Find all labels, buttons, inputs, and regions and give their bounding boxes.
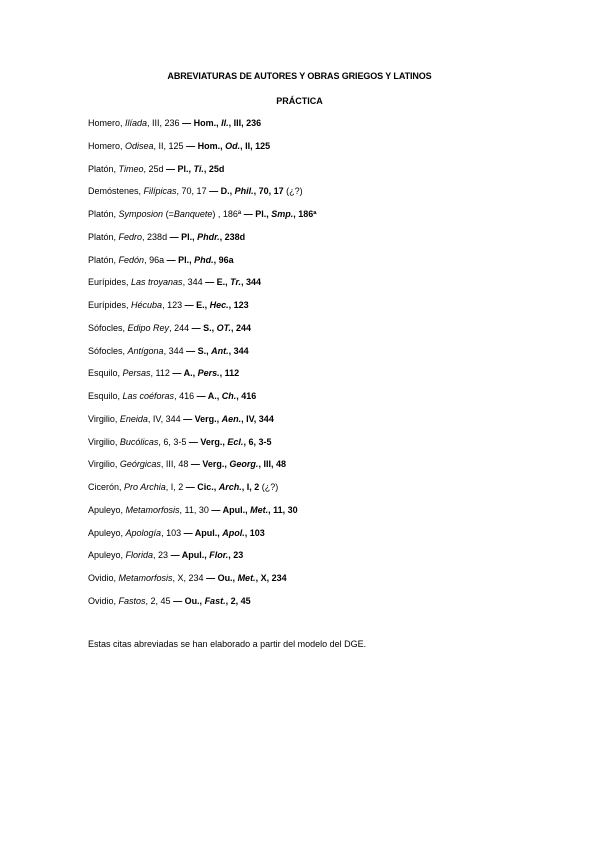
entry-abbr-author: E., [193, 300, 210, 310]
entry-abbr-author: Pl., [252, 209, 272, 219]
entry-abbr-work: Ch. [221, 391, 237, 401]
entry-work-title: Hécuba [131, 300, 163, 310]
entry-author: Platón, [88, 209, 119, 219]
entry-reference: , 25d [143, 163, 166, 174]
entry-work-title: Apología [125, 527, 162, 538]
entry-abbr-work: Met. [237, 573, 256, 583]
entry-reference: , II, 125 [153, 140, 187, 151]
document-subtitle: PRÁCTICA [276, 96, 323, 106]
abbreviation-entry [88, 184, 568, 207]
entry-abbr-author: Hom., [191, 118, 222, 128]
entry-abbr-reference: , 11, 30 [268, 504, 298, 515]
entry-abbr-work: Flor. [209, 550, 229, 561]
entry-abbr-reference: , 112 [219, 368, 240, 379]
entry-abbr-reference: , III, 48 [258, 459, 286, 470]
entry-abbr-work: Smp. [271, 209, 294, 219]
entry-abbr-work: Met. [250, 504, 269, 515]
abbreviation-entry [88, 366, 568, 389]
entry-abbr-work: Ant. [211, 345, 229, 356]
entry-work-title: Persas [122, 368, 151, 379]
entry-dash: — [205, 277, 215, 288]
entry-work-title: Timeo [118, 163, 144, 174]
abbreviation-entry [88, 389, 568, 412]
entry-abbr-reference: , 244 [230, 322, 251, 333]
entry-abbr-author: E., [214, 277, 231, 288]
entry-abbr-author: Apul., [220, 504, 251, 515]
entry-abbr-work: Arch. [218, 482, 242, 492]
entry-abbr-work: Phil. [234, 186, 254, 197]
entry-dash: — [184, 300, 194, 310]
entry-abbr-work: Aen. [221, 413, 242, 424]
entry-author: Sófocles, [88, 322, 128, 333]
entry-abbr-work: Ti. [193, 163, 204, 174]
abbreviation-entry [88, 548, 568, 571]
entry-reference: , 2, 45 [145, 595, 174, 606]
entry-work-title: Pro Archia [124, 482, 166, 492]
entry-dash: — [191, 322, 201, 333]
entry-author: Apuleyo, [88, 550, 126, 561]
entry-author: Homero, [88, 140, 126, 151]
entry-author: Sófocles, [88, 345, 128, 356]
entry-reference: , III, 48 [160, 459, 191, 470]
entry-work-title: Ilíada [125, 118, 148, 128]
entry-abbr-reference: , 25d [203, 163, 225, 174]
entry-work-alt-title: Banquete [173, 209, 213, 219]
entry-dash: — [183, 527, 193, 538]
entry-abbr-reference: , 6, 3-5 [243, 436, 272, 447]
entry-abbr-reference: , 103 [244, 527, 265, 538]
entry-abbr-author: S., [200, 322, 217, 333]
entry-reference: , 11, 30 [179, 504, 212, 515]
entry-abbr-reference: , III, 236 [228, 118, 262, 128]
entry-abbr-reference: , 96a [213, 254, 234, 265]
entry-work-title: Symposion [118, 209, 164, 219]
abbreviation-entry [88, 207, 568, 230]
abbreviation-entry [88, 139, 568, 162]
entry-reference: , 112 [150, 368, 173, 379]
entry-abbr-author: Cic., [194, 482, 219, 492]
entry-work-title: Odisea [125, 140, 154, 151]
entry-dash: — [190, 459, 200, 470]
abbreviation-entry [88, 503, 568, 526]
entry-dash: — [170, 550, 180, 561]
entry-author: Platón, [88, 231, 119, 242]
entry-work-title: Las troyanas [131, 277, 183, 288]
entry-work-title: Metamorfosis [125, 504, 180, 515]
entry-author: Ovidio, [88, 595, 119, 606]
abbreviation-entry [88, 571, 568, 594]
entry-author: Platón, [88, 163, 119, 174]
entry-abbr-work: Apol. [222, 527, 245, 538]
footnote: Estas citas abreviadas se han elaborado a partir del modelo del DGE. [88, 639, 367, 649]
entry-author: Eurípides, [88, 277, 132, 288]
entry-author: Apuleyo, [88, 504, 126, 515]
entry-abbr-reference: , 344 [228, 345, 249, 356]
entry-reference: , X, 234 [172, 573, 207, 583]
entry-reference: (= [163, 209, 174, 219]
entry-abbr-reference: , X, 234 [255, 573, 287, 583]
entry-abbr-reference: , 123 [228, 300, 249, 310]
entry-author: Esquilo, [88, 391, 123, 401]
abbreviation-entry [88, 116, 568, 139]
entry-abbr-reference: , 2, 45 [225, 595, 251, 606]
entry-dash: — [185, 482, 195, 492]
entry-note: (¿?) [283, 186, 303, 197]
entry-dash: — [183, 413, 193, 424]
entry-abbr-work: Il. [221, 118, 229, 128]
entry-abbr-author: Verg., [197, 436, 228, 447]
abbreviation-entry [88, 230, 568, 253]
entry-abbr-author: S., [195, 345, 212, 356]
entry-work-title: Eneida [119, 413, 148, 424]
entry-dash: — [186, 345, 196, 356]
entry-work-title: Fedón [118, 254, 145, 265]
entry-abbr-reference: , 238d [219, 231, 246, 242]
entry-work-title: Filípicas [143, 186, 177, 197]
abbreviation-entry [88, 480, 568, 503]
entry-dash: — [169, 231, 179, 242]
entry-abbr-author: Hom., [195, 140, 226, 151]
entry-work-title: Las coéforas [122, 391, 175, 401]
entry-dash: — [188, 436, 198, 447]
entry-reference: , 103 [161, 527, 184, 538]
entry-abbr-work: Fast. [204, 595, 226, 606]
entry-abbr-reference: , 344 [240, 277, 261, 288]
entry-reference: , 6, 3-5 [158, 436, 189, 447]
entry-reference: , 416 [174, 391, 197, 401]
entry-reference: , 344 [182, 277, 206, 288]
abbreviation-entry [88, 457, 568, 480]
entry-reference: , 96a [144, 254, 167, 265]
entry-reference: , 244 [169, 322, 192, 333]
entry-reference: , I, 2 [165, 482, 186, 492]
entry-abbr-work: OT. [216, 322, 231, 333]
entry-author: Ovidio, [88, 573, 119, 583]
entry-abbr-author: A., [205, 391, 222, 401]
abbreviation-list [88, 116, 568, 617]
entry-abbr-reference: , 416 [236, 391, 257, 401]
entry-abbr-author: Verg., [199, 459, 230, 470]
entry-work-title: Antígona [127, 345, 164, 356]
entry-abbr-author: D., [218, 186, 235, 197]
entry-work-title: Fastos [118, 595, 146, 606]
abbreviation-entry [88, 594, 568, 617]
entry-reference: , 70, 17 [176, 186, 210, 197]
entry-author: Esquilo, [88, 368, 123, 379]
entry-abbr-reference: , 23 [228, 550, 244, 561]
entry-abbr-work: Od. [225, 140, 241, 151]
entry-reference: , 344 [163, 345, 187, 356]
entry-abbr-work: Tr. [230, 277, 241, 288]
entry-dash: — [166, 163, 175, 174]
entry-abbr-author: Pl., [175, 254, 195, 265]
entry-abbr-author: Pl., [178, 231, 198, 242]
entry-work-title: Florida [125, 550, 154, 561]
entry-dash: — [209, 186, 219, 197]
abbreviation-entry [88, 275, 568, 298]
abbreviation-entry [88, 253, 568, 276]
entry-abbr-work: Ecl. [227, 436, 244, 447]
entry-abbr-work: Phdr. [197, 231, 220, 242]
entry-author: Apuleyo, [88, 527, 126, 538]
entry-author: Eurípides, [88, 300, 132, 310]
entry-author: Cicerón, [88, 482, 125, 492]
document-title: ABREVIATURAS DE AUTORES Y OBRAS GRIEGOS Y LATINOS [167, 71, 432, 81]
entry-reference: , 23 [153, 550, 171, 561]
entry-author: Platón, [88, 254, 119, 265]
entry-abbr-work: Phd. [194, 254, 214, 265]
entry-reference-cont: ) , 186ª [212, 209, 244, 219]
entry-work-title: Fedro [118, 231, 143, 242]
entry-abbr-reference: , I, 2 [241, 482, 260, 492]
entry-note: (¿?) [259, 482, 279, 492]
entry-abbr-author: Apul., [179, 550, 210, 561]
entry-dash: — [196, 391, 206, 401]
entry-dash: — [186, 140, 196, 151]
entry-author: Homero, [88, 118, 126, 128]
entry-abbr-reference: , 70, 17 [253, 186, 284, 197]
entry-reference: , 238d [142, 231, 170, 242]
entry-author: Virgilio, [88, 459, 120, 470]
entry-work-title: Bucólicas [119, 436, 159, 447]
abbreviation-entry [88, 435, 568, 458]
entry-abbr-reference: , 186ª [293, 209, 317, 219]
entry-abbr-author: Pl., [175, 163, 194, 174]
abbreviation-entry [88, 344, 568, 367]
abbreviation-entry [88, 162, 568, 185]
entry-abbr-author: Apul., [192, 527, 223, 538]
entry-abbr-work: Pers. [197, 368, 220, 379]
entry-dash: — [182, 118, 192, 128]
abbreviation-entry [88, 321, 568, 344]
abbreviation-entry [88, 526, 568, 549]
entry-dash: — [243, 209, 253, 219]
entry-author: Virgilio, [88, 436, 120, 447]
entry-dash: — [206, 573, 216, 583]
entry-abbr-author: Ou., [182, 595, 205, 606]
entry-dash: — [172, 368, 182, 379]
entry-abbr-author: A., [181, 368, 198, 379]
entry-dash: — [173, 595, 183, 606]
entry-abbr-author: Verg., [192, 413, 222, 424]
entry-reference: , 123 [162, 300, 185, 310]
entry-author: Virgilio, [88, 413, 120, 424]
entry-abbr-reference: , IV, 344 [241, 413, 274, 424]
entry-abbr-work: Georg. [229, 459, 259, 470]
entry-reference: , III, 236 [147, 118, 183, 128]
entry-work-title: Metamorfosis [118, 573, 173, 583]
entry-author: Demóstenes, [88, 186, 144, 197]
entry-work-title: Geórgicas [119, 459, 161, 470]
entry-abbr-author: Ou., [215, 573, 238, 583]
entry-reference: , IV, 344 [147, 413, 184, 424]
entry-work-title: Edipo Rey [127, 322, 170, 333]
entry-dash: — [166, 254, 176, 265]
entry-abbr-reference: , II, 125 [240, 140, 271, 151]
abbreviation-entry [88, 412, 568, 435]
entry-dash: — [211, 504, 221, 515]
entry-abbr-work: Hec. [209, 300, 229, 310]
abbreviation-entry [88, 298, 568, 321]
